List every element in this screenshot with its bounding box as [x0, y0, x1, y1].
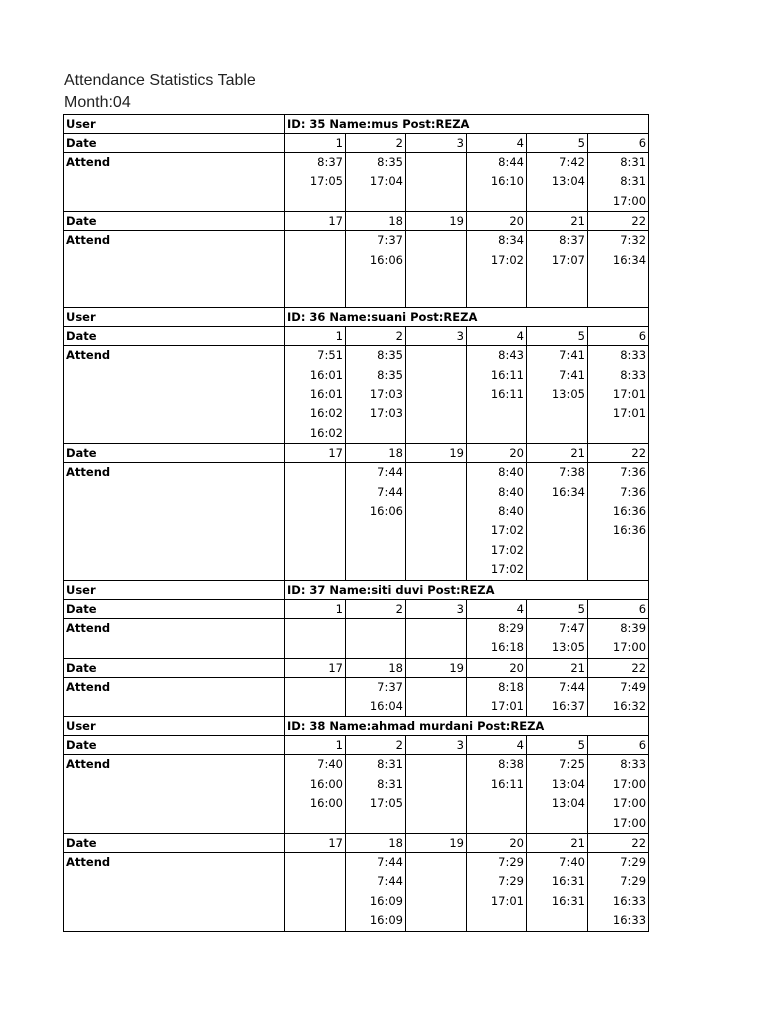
attend-cell [406, 153, 467, 212]
date-label: Date [64, 444, 285, 463]
date-label: Date [64, 736, 285, 755]
punch-time: 7:29 [498, 854, 524, 869]
date-cell: 2 [346, 736, 406, 755]
date-cell: 18 [346, 833, 406, 852]
date-row [64, 134, 649, 153]
punch-time: 7:41 [559, 367, 585, 382]
attend-row [64, 153, 649, 212]
punch-time: 8:40 [498, 504, 524, 519]
punch-time: 8:31 [620, 155, 647, 169]
punch-time: 17:01 [612, 387, 647, 402]
date-cell: 17 [285, 658, 346, 677]
attend-label: Attend [64, 463, 285, 580]
attend-label: Attend [64, 755, 285, 834]
attend-cell [467, 231, 527, 308]
date-cell: 20 [467, 833, 527, 852]
punch-time: 17:05 [369, 796, 403, 811]
attend-cell [406, 618, 467, 658]
date-row [64, 327, 649, 346]
attend-cell [588, 346, 649, 444]
attend-cell [406, 677, 467, 717]
attend-cell [467, 677, 527, 717]
attendance-table [63, 114, 649, 932]
date-cell: 18 [346, 444, 406, 463]
date-cell: 5 [527, 736, 588, 755]
date-cell: 19 [406, 833, 467, 852]
punch-time: 8:38 [498, 757, 524, 772]
user-label: User [64, 308, 285, 327]
date-row [64, 444, 649, 463]
attend-cell [346, 677, 406, 717]
attend-cell [467, 153, 527, 212]
punch-time: 16:11 [490, 776, 524, 791]
punch-time: 7:38 [559, 465, 585, 480]
punch-time: 16:10 [490, 174, 524, 189]
date-cell: 5 [527, 599, 588, 618]
punch-time: 8:29 [498, 620, 524, 635]
date-cell: 6 [588, 134, 649, 153]
attend-label: Attend [64, 153, 285, 212]
date-cell: 6 [588, 599, 649, 618]
attend-cell [285, 346, 346, 444]
punch-time: 17:03 [369, 406, 403, 421]
punch-time: 17:01 [490, 698, 524, 713]
date-cell: 20 [467, 212, 527, 231]
punch-time: 7:44 [377, 465, 403, 480]
date-cell: 21 [527, 833, 588, 852]
punch-time: 8:33 [620, 757, 647, 772]
user-row [64, 308, 649, 327]
date-cell: 21 [527, 658, 588, 677]
punch-time: 16:31 [551, 874, 585, 889]
month-label: Month:04 [64, 94, 131, 111]
user-label: User [64, 115, 285, 134]
punch-time: 16:09 [369, 913, 403, 928]
date-cell: 22 [588, 212, 649, 231]
date-cell: 22 [588, 444, 649, 463]
punch-time: 8:35 [377, 348, 403, 363]
punch-time: 17:07 [551, 252, 585, 267]
attend-cell [406, 346, 467, 444]
punch-time: 8:31 [377, 757, 403, 772]
punch-time: 7:25 [559, 757, 585, 772]
user-info: ID: 36 Name:suani Post:REZA [285, 308, 649, 327]
attend-label: Attend [64, 231, 285, 308]
date-cell: 17 [285, 212, 346, 231]
date-row [64, 833, 649, 852]
punch-time: 8:35 [377, 155, 403, 169]
punch-time: 16:18 [490, 640, 524, 655]
attend-cell [346, 463, 406, 580]
punch-time: 7:36 [620, 484, 647, 499]
punch-time: 8:18 [498, 679, 524, 694]
date-row [64, 658, 649, 677]
attend-cell [346, 618, 406, 658]
date-cell: 17 [285, 833, 346, 852]
attend-cell [527, 852, 588, 931]
punch-time: 17:00 [612, 815, 647, 830]
attend-cell [285, 852, 346, 931]
punch-time: 13:05 [551, 640, 585, 655]
punch-time: 8:37 [559, 233, 585, 248]
user-label: User [64, 717, 285, 736]
punch-time: 16:33 [612, 893, 647, 908]
date-label: Date [64, 599, 285, 618]
attend-cell [346, 755, 406, 834]
date-cell: 4 [467, 599, 527, 618]
date-cell: 18 [346, 658, 406, 677]
attend-cell [346, 153, 406, 212]
punch-time: 16:31 [551, 893, 585, 908]
punch-time: 7:29 [620, 874, 647, 889]
attend-cell [406, 755, 467, 834]
punch-time: 8:39 [620, 620, 647, 635]
attend-row [64, 231, 649, 308]
attend-cell [588, 463, 649, 580]
punch-time: 8:31 [377, 776, 403, 791]
page-title: Attendance Statistics Table [64, 72, 256, 89]
date-cell: 22 [588, 833, 649, 852]
user-row [64, 115, 649, 134]
date-cell: 2 [346, 599, 406, 618]
punch-time: 7:51 [317, 348, 343, 363]
attend-cell [467, 852, 527, 931]
punch-time: 7:37 [377, 679, 403, 694]
attend-row [64, 677, 649, 717]
attend-cell [588, 618, 649, 658]
date-cell: 19 [406, 212, 467, 231]
punch-time: 17:02 [490, 252, 524, 267]
attend-cell [527, 677, 588, 717]
date-cell: 1 [285, 134, 346, 153]
attend-row [64, 346, 649, 444]
punch-time: 8:34 [498, 233, 524, 248]
attend-row [64, 463, 649, 580]
punch-time: 17:03 [369, 387, 403, 402]
attend-cell [527, 755, 588, 834]
date-cell: 1 [285, 736, 346, 755]
punch-time: 7:37 [377, 233, 403, 248]
punch-time: 8:43 [498, 348, 524, 363]
punch-time: 17:05 [309, 174, 343, 189]
date-cell: 21 [527, 444, 588, 463]
date-label: Date [64, 134, 285, 153]
date-cell: 2 [346, 134, 406, 153]
attend-cell [285, 755, 346, 834]
date-row [64, 599, 649, 618]
punch-time: 16:06 [369, 504, 403, 519]
punch-time: 16:01 [309, 367, 343, 382]
attend-cell [527, 346, 588, 444]
punch-time: 17:00 [612, 776, 647, 791]
date-cell: 21 [527, 212, 588, 231]
punch-time: 17:04 [369, 174, 403, 189]
attend-cell [406, 463, 467, 580]
attend-label: Attend [64, 346, 285, 444]
punch-time: 16:37 [551, 698, 585, 713]
date-cell: 3 [406, 736, 467, 755]
attend-label: Attend [64, 677, 285, 717]
attend-cell [285, 618, 346, 658]
date-cell: 4 [467, 134, 527, 153]
date-cell: 3 [406, 134, 467, 153]
punch-time: 7:36 [620, 465, 647, 480]
punch-time: 16:33 [612, 913, 647, 928]
punch-time: 16:36 [612, 504, 647, 519]
punch-time: 13:05 [551, 387, 585, 402]
punch-time: 16:34 [612, 252, 647, 267]
attend-cell [527, 463, 588, 580]
date-row [64, 736, 649, 755]
punch-time: 7:44 [377, 874, 403, 889]
date-cell: 1 [285, 327, 346, 346]
attend-row [64, 852, 649, 931]
punch-time: 13:04 [551, 776, 585, 791]
date-cell: 19 [406, 444, 467, 463]
attend-row [64, 618, 649, 658]
punch-time: 16:00 [309, 776, 343, 791]
user-info: ID: 38 Name:ahmad murdani Post:REZA [285, 717, 649, 736]
attend-cell [285, 677, 346, 717]
punch-time: 8:37 [317, 155, 343, 169]
punch-time: 16:11 [490, 367, 524, 382]
attend-cell [285, 153, 346, 212]
punch-time: 17:00 [612, 640, 647, 655]
punch-time: 17:00 [612, 193, 647, 208]
attend-cell [588, 153, 649, 212]
punch-time: 17:02 [490, 523, 524, 538]
attend-cell [346, 231, 406, 308]
punch-time: 13:04 [551, 174, 585, 189]
punch-time: 8:40 [498, 484, 524, 499]
date-cell: 4 [467, 327, 527, 346]
punch-time: 7:47 [559, 620, 585, 635]
punch-time: 16:36 [612, 523, 647, 538]
date-label: Date [64, 833, 285, 852]
punch-time: 8:33 [620, 367, 647, 382]
punch-time: 7:44 [377, 484, 403, 499]
user-label: User [64, 580, 285, 599]
punch-time: 8:35 [377, 367, 403, 382]
date-row [64, 212, 649, 231]
punch-time: 7:29 [498, 874, 524, 889]
punch-time: 16:02 [309, 425, 343, 440]
punch-time: 17:01 [612, 406, 647, 421]
date-cell: 20 [467, 444, 527, 463]
attend-row [64, 755, 649, 834]
attend-cell [406, 231, 467, 308]
punch-time: 17:02 [490, 542, 524, 557]
punch-time: 7:41 [559, 348, 585, 363]
attend-cell [346, 852, 406, 931]
attend-cell [588, 852, 649, 931]
punch-time: 17:02 [490, 562, 524, 577]
punch-time: 7:44 [377, 854, 403, 869]
attend-cell [588, 677, 649, 717]
date-cell: 5 [527, 327, 588, 346]
date-cell: 6 [588, 736, 649, 755]
date-label: Date [64, 327, 285, 346]
attend-cell [527, 153, 588, 212]
punch-time: 7:40 [559, 854, 585, 869]
punch-time: 8:31 [620, 174, 647, 189]
punch-time: 16:00 [309, 796, 343, 811]
punch-time: 16:06 [369, 252, 403, 267]
attend-cell [467, 346, 527, 444]
punch-time: 7:42 [559, 155, 585, 169]
user-info: ID: 37 Name:siti duvi Post:REZA [285, 580, 649, 599]
punch-time: 16:04 [369, 698, 403, 713]
date-cell: 19 [406, 658, 467, 677]
date-cell: 4 [467, 736, 527, 755]
attend-cell [588, 231, 649, 308]
date-cell: 22 [588, 658, 649, 677]
date-cell: 5 [527, 134, 588, 153]
punch-time: 16:34 [551, 484, 585, 499]
attend-cell [285, 231, 346, 308]
punch-time: 7:44 [559, 679, 585, 694]
punch-time: 16:32 [612, 698, 647, 713]
date-cell: 20 [467, 658, 527, 677]
punch-time: 7:29 [620, 854, 647, 869]
attend-cell [467, 618, 527, 658]
punch-time: 17:00 [612, 796, 647, 811]
user-info: ID: 35 Name:mus Post:REZA [285, 115, 649, 134]
punch-time: 17:01 [490, 893, 524, 908]
attend-label: Attend [64, 852, 285, 931]
date-cell: 3 [406, 599, 467, 618]
attend-cell [467, 755, 527, 834]
punch-time: 7:32 [620, 233, 647, 248]
punch-time: 8:44 [498, 155, 524, 169]
attend-label: Attend [64, 618, 285, 658]
punch-time: 7:40 [317, 757, 343, 772]
punch-time: 16:09 [369, 893, 403, 908]
user-row [64, 717, 649, 736]
punch-time: 13:04 [551, 796, 585, 811]
attend-cell [285, 463, 346, 580]
date-label: Date [64, 212, 285, 231]
attend-cell [527, 618, 588, 658]
date-cell: 2 [346, 327, 406, 346]
punch-time: 16:02 [309, 406, 343, 421]
date-cell: 3 [406, 327, 467, 346]
date-cell: 1 [285, 599, 346, 618]
attend-cell [588, 755, 649, 834]
date-label: Date [64, 658, 285, 677]
date-cell: 17 [285, 444, 346, 463]
attend-cell [467, 463, 527, 580]
attend-cell [346, 346, 406, 444]
attend-cell [406, 852, 467, 931]
user-row [64, 580, 649, 599]
date-cell: 18 [346, 212, 406, 231]
punch-time: 8:40 [498, 465, 524, 480]
attend-cell [527, 231, 588, 308]
punch-time: 7:49 [620, 679, 647, 694]
date-cell: 6 [588, 327, 649, 346]
punch-time: 8:33 [620, 348, 647, 363]
punch-time: 16:01 [309, 387, 343, 402]
punch-time: 16:11 [490, 387, 524, 402]
